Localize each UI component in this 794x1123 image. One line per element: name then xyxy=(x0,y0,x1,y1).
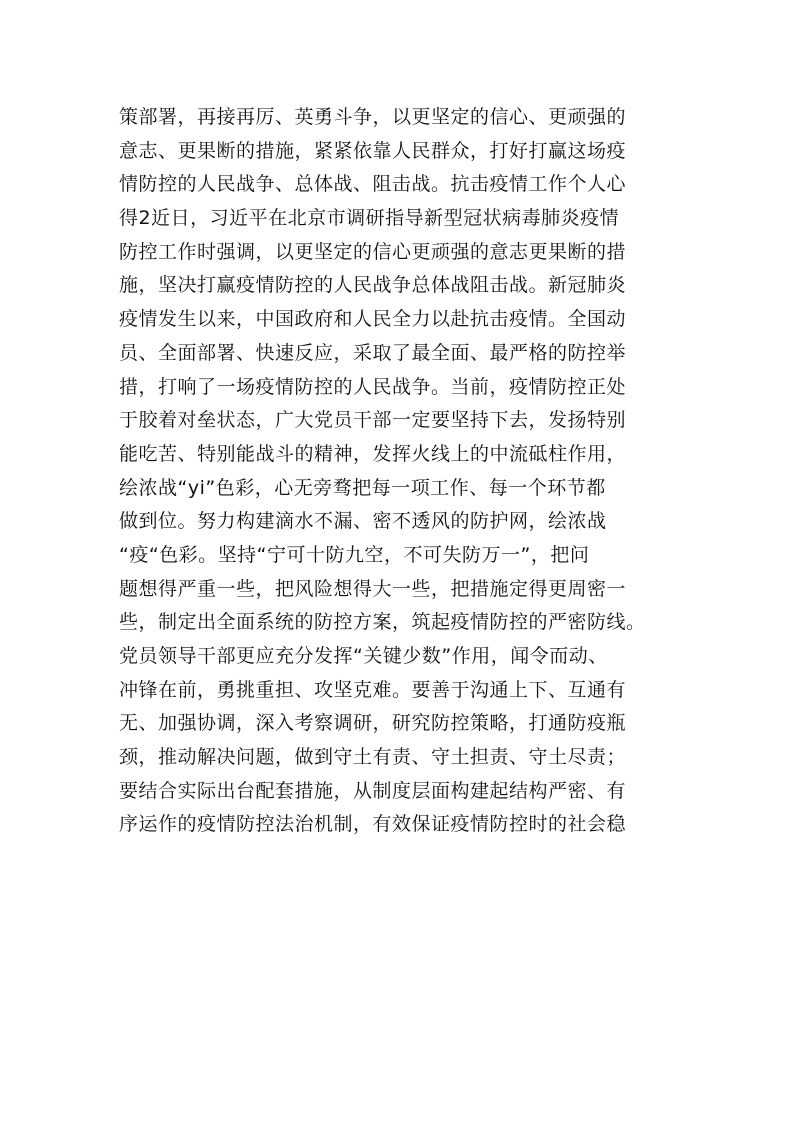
text-line: 颈，推动解决问题，做到守土有责、守土担责、守土尽责； xyxy=(119,746,627,769)
text-line: 施，坚决打赢疫情防控的人民战争总体战阻击战。新冠肺炎 xyxy=(119,274,627,297)
text-line: “疫“色彩。坚持“宁可十防九空，不可失防万一”，把问 xyxy=(119,543,590,566)
text-line: 措，打响了一场疫情防控的人民战争。当前，疫情防控正处 xyxy=(119,375,627,398)
text-line: 疫情发生以来，中国政府和人民全力以赴抗击疫情。全国动 xyxy=(119,308,627,331)
text-line: 要结合实际出台配套措施，从制度层面构建起结构严密、有 xyxy=(119,779,627,802)
text-line: 党员领导干部更应充分发挥“关键少数”作用，闻令而动、 xyxy=(119,645,608,667)
text-line: 绘浓战“yi”色彩，心无旁骛把每一项工作、每一个环节都 xyxy=(119,476,606,499)
text-line: 情防控的人民战争、总体战、阻击战。抗击疫情工作个人心 xyxy=(119,173,627,196)
text-line: 员、全面部署、快速反应，采取了最全面、最严格的防控举 xyxy=(119,341,627,364)
text-line: 些，制定出全面系统的防控方案，筑起疫情防控的严密防线。 xyxy=(119,611,646,634)
text-line: 序运作的疫情防控法治机制，有效保证疫情防控时的社会稳 xyxy=(119,813,627,836)
text-line: 于胶着对垒状态，广大党员干部一定要坚持下去，发扬特别 xyxy=(119,409,627,432)
text-line: 冲锋在前，勇挑重担、攻坚克难。要善于沟通上下、互通有 xyxy=(119,678,627,701)
body-text xyxy=(119,101,681,842)
text-line: 防控工作时强调，以更坚定的信心更顽强的意志更果断的措 xyxy=(119,240,627,263)
text-line: 策部署，再接再厉、英勇斗争，以更坚定的信心、更顽强的 xyxy=(119,106,627,128)
text-line: 得2近日，习近平在北京市调研指导新型冠状病毒肺炎疫情 xyxy=(119,207,620,230)
text-line: 意志、更果断的措施，紧紧依靠人民群众，打好打赢这场疫 xyxy=(119,139,627,162)
text-line: 能吃苦、特别能战斗的精神，发挥火线上的中流砥柱作用， xyxy=(119,442,627,465)
text-line: 题想得严重一些，把风险想得大一些，把措施定得更周密一 xyxy=(119,577,627,600)
text-line: 做到位。努力构建滴水不漏、密不透风的防护网，绘浓战 xyxy=(119,510,607,533)
text-line: 无、加强协调，深入考察调研，研究防控策略，打通防疫瓶 xyxy=(119,712,627,735)
